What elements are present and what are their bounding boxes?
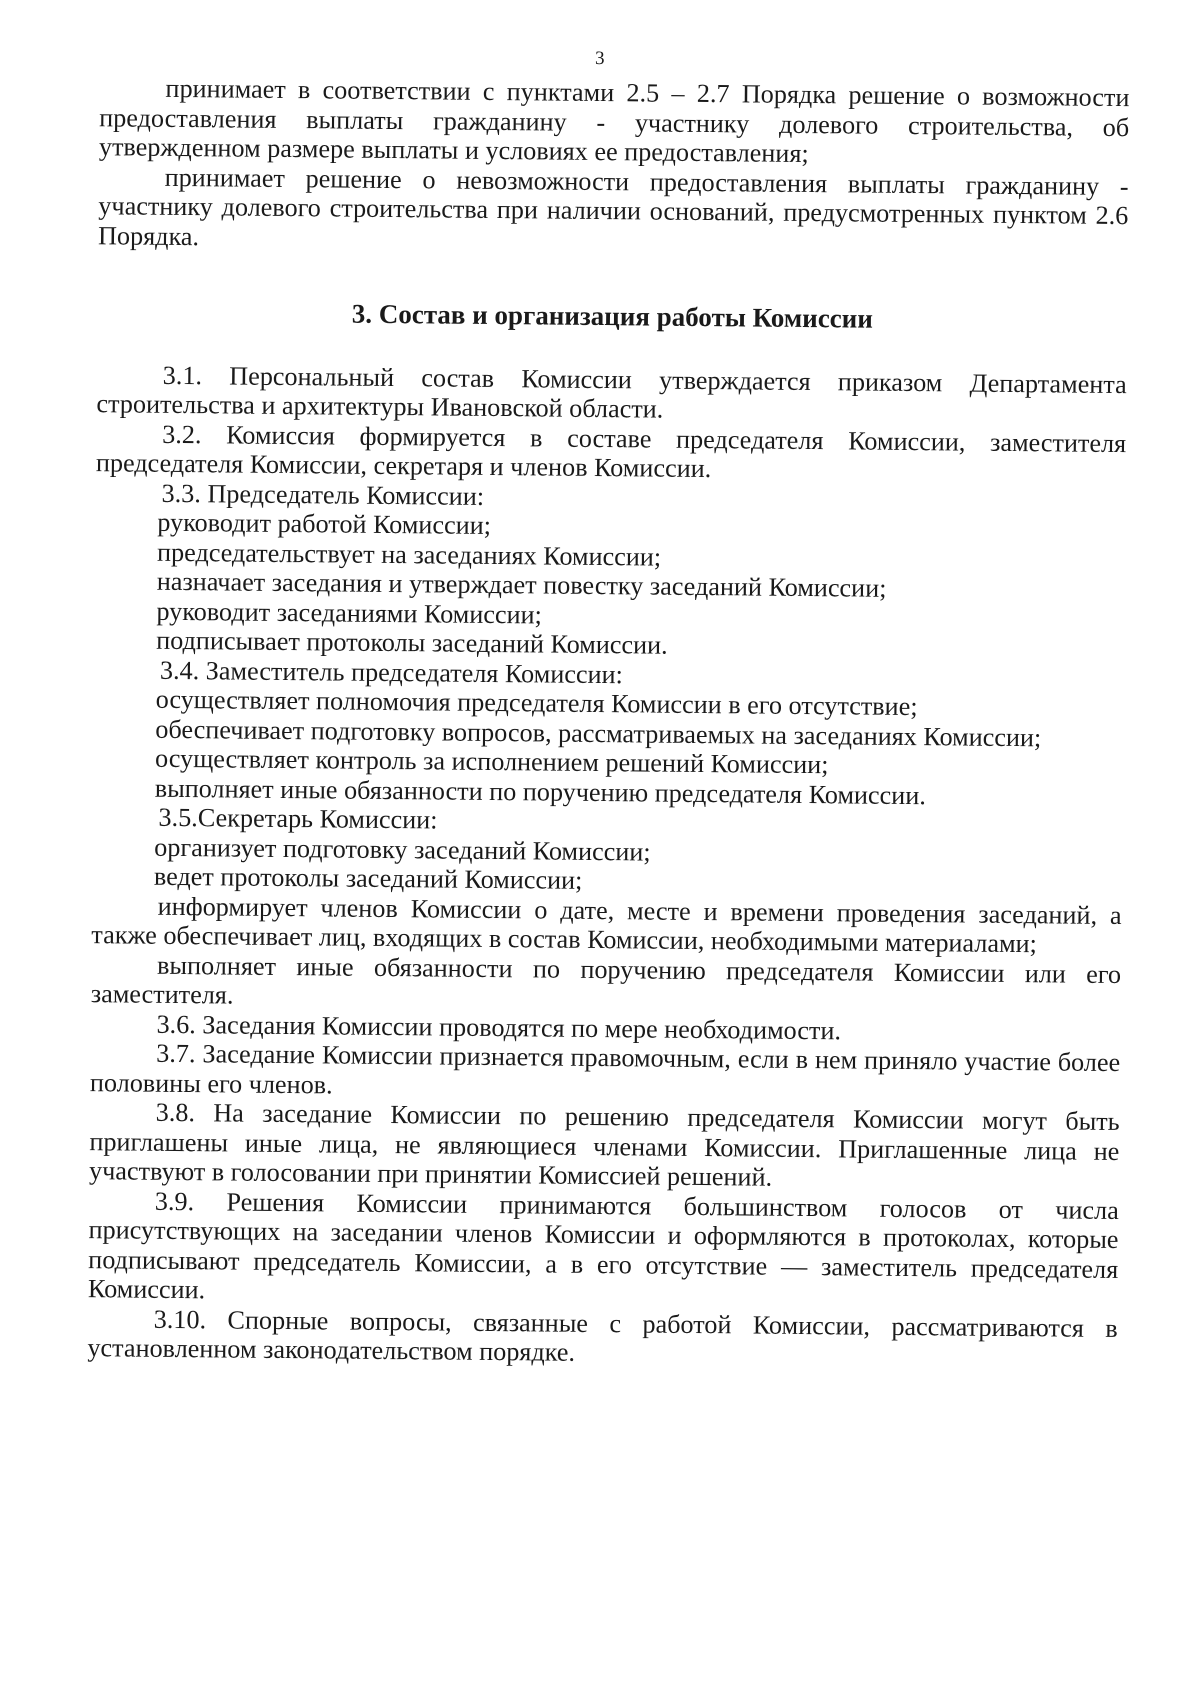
page-number: 3 (594, 47, 605, 70)
list-item: выполняет иные обязанности по поручению председателя Комиссии или его заместителя. (90, 950, 1122, 1010)
paragraph-3-4-heading: 3.4. Заместитель председателя Комиссии: (159, 655, 624, 689)
list-item: осуществляет полномочия председателя Комиссии в его отсутствие; (155, 684, 918, 722)
paragraph-3-5-heading: 3.5.Секретарь Комиссии: (158, 802, 438, 835)
paragraph-3-7: 3.7. Заседание Комиссии признается правомочным, если в нем приняло участие более половины его членов. (89, 1038, 1121, 1099)
section-title: 3. Состав и организация работы Комиссии (351, 298, 874, 334)
paragraph-3-9: 3.9. Решения Комиссии принимаются большинством голосов от числа присутствующих на заседании членов Комиссии и оформляются в протоколах, которые подписывают председатель Комиссии, а в его отсутствие — заместитель председателя Комиссии. (87, 1186, 1119, 1305)
paragraph-3-1: 3.1. Персональный состав Комиссии утверждается приказом Департамента строительства и архитектуры Ивановской области. (96, 360, 1127, 424)
paragraph-intro-1: принимает в соответствии с пунктами 2.5 – 2.7 Порядка решение о возможности предоставления выплаты гражданину - участнику долевого строительства, об утвержденном размере выплаты и условиях ее предоставления; (98, 73, 1130, 169)
paragraph-intro-2: принимает решение о невозможности предоставления выплаты гражданину - участнику долевого строительства при наличии оснований, предусмотренных пунктом 2.6 Порядка. (97, 162, 1129, 251)
list-item: организует подготовку заседаний Комиссии; (154, 832, 651, 867)
paragraph-3-3-heading: 3.3. Председатель Комиссии: (161, 478, 485, 511)
list-item: подписывает протоколы заседаний Комиссии. (156, 625, 668, 660)
list-item: обеспечивает подготовку вопросов, рассматриваемых на заседаниях Комиссии; (155, 714, 1042, 752)
list-item: руководит работой Комиссии; (157, 507, 492, 540)
paragraph-3-8: 3.8. На заседание Комиссии по решению председателя Комиссии могут быть приглашены иные лица, не являющиеся членами Комиссии. Приглашенные лица не участвуют в голосовании при принятии Комиссией решений. (88, 1097, 1120, 1192)
paragraph-3-10: 3.10. Спорные вопросы, связанные с работой Комиссии, рассматриваются в установленном законодательством порядке. (87, 1304, 1118, 1367)
list-item: выполняет иные обязанности по поручению председателя Комиссии. (154, 773, 926, 810)
list-item: ведет протоколы заседаний Комиссии; (153, 861, 583, 895)
list-item: осуществляет контроль за исполнением решений Комиссии; (154, 743, 829, 780)
list-item: назначает заседания и утверждает повестку заседаний Комиссии; (156, 566, 887, 603)
paragraph-3-6: 3.6. Заседания Комиссии проводятся по мере необходимости. (156, 1009, 842, 1045)
document-body (87, 73, 1129, 1372)
list-item: руководит заседаниями Комиссии; (156, 596, 543, 629)
list-item: председательствует на заседаниях Комиссии; (156, 537, 662, 572)
paragraph-3-2: 3.2. Комиссия формируется в составе председателя Комиссии, заместителя председателя Комиссии, секретаря и членов Комиссии. (95, 419, 1127, 484)
list-item: информирует членов Комиссии о дате, месте и времени проведения заседаний, а также обеспечивает лиц, входящих в состав Комиссии, необходимыми материалами; (91, 891, 1122, 959)
